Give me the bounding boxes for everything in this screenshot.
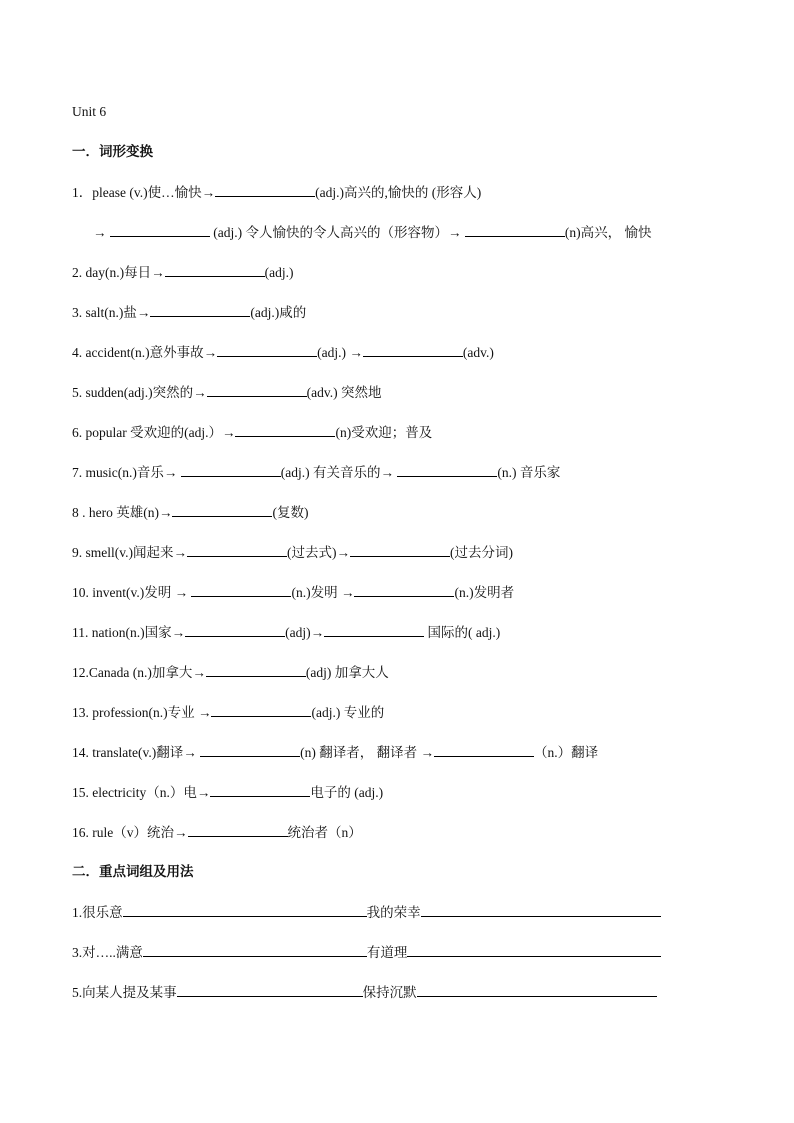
item-text: (n.)发明者 [454, 585, 515, 600]
item-text: (过去分词) [450, 545, 513, 560]
answer-blank[interactable] [354, 583, 454, 597]
section-title-word-forms: 一．词形变换 [72, 144, 153, 159]
answer-blank[interactable] [210, 783, 310, 797]
item-text: 10. invent(v.)发明 → [72, 585, 192, 600]
item-text: 国际的( adj.) [424, 625, 501, 640]
exercise-item-11 [72, 623, 500, 642]
answer-blank[interactable] [417, 983, 657, 997]
item-text: 15. electricity（n.）电→ [72, 785, 211, 800]
exercise-item-16 [72, 823, 362, 842]
answer-blank[interactable] [181, 463, 281, 477]
item-text: (adj.)咸的 [250, 305, 307, 320]
item-text: (adv.) [462, 345, 494, 360]
answer-blank[interactable] [123, 903, 367, 917]
item-text: 11. nation(n.)国家→ [72, 625, 186, 640]
exercise-item-13 [72, 703, 384, 722]
item-text: (adj.) [264, 265, 294, 280]
answer-blank[interactable] [143, 943, 367, 957]
exercise-item-14 [72, 743, 598, 762]
exercise-item-1 [72, 183, 481, 202]
answer-blank[interactable] [215, 183, 315, 197]
item-text: 5.向某人提及某事 [72, 985, 177, 1000]
item-text: 7. music(n.)音乐→ [72, 465, 181, 480]
item-text: (n.) 音乐家 [497, 465, 561, 480]
item-text: (n) 翻译者， 翻译者 → [300, 745, 434, 760]
item-text: （n.）翻译 [533, 745, 599, 760]
item-text: 1．please (v.)使…愉快→ [72, 185, 216, 200]
answer-blank[interactable] [110, 223, 210, 237]
answer-blank[interactable] [150, 303, 250, 317]
item-text: (adj)→ [285, 625, 325, 640]
item-text: 16. rule（v）统治→ [72, 825, 188, 840]
exercise-item-5 [72, 383, 381, 402]
answer-blank[interactable] [206, 663, 306, 677]
exercise-item-4 [72, 343, 494, 362]
item-text: 9. smell(v.)闻起来→ [72, 545, 187, 560]
item-text: (复数) [272, 505, 309, 520]
exercise-item-3 [72, 303, 306, 322]
answer-blank[interactable] [350, 543, 450, 557]
answer-blank[interactable] [191, 583, 291, 597]
exercise-item-2 [72, 263, 293, 282]
item-text: (adv.) 突然地 [306, 385, 382, 400]
item-text: 3. salt(n.)盐→ [72, 305, 151, 320]
section-title-phrases: 二．重点词组及用法 [72, 864, 194, 879]
item-text: (n)高兴， 愉快 [564, 225, 652, 240]
item-text: (adj.) 专业的 [311, 705, 385, 720]
item-text: (n.)发明 → [291, 585, 355, 600]
answer-blank[interactable] [217, 343, 317, 357]
item-text: 6. popular 受欢迎的(adj.）→ [72, 425, 236, 440]
exercise-item-6 [72, 423, 432, 442]
item-text: 我的荣幸 [366, 905, 421, 920]
answer-blank[interactable] [185, 623, 285, 637]
answer-blank[interactable] [324, 623, 424, 637]
answer-blank[interactable] [407, 943, 661, 957]
item-text: 统治者（n） [287, 825, 362, 840]
exercise-item-12 [72, 663, 389, 682]
item-text: (adj) 加拿大人 [305, 665, 389, 680]
item-text: 13. profession(n.)专业 → [72, 705, 212, 720]
item-text: (adj.) 有关音乐的→ [280, 465, 398, 480]
exercise-item-1-continued [93, 223, 651, 242]
item-text: 12.Canada (n.)加拿大→ [72, 665, 206, 680]
exercise-item-7 [72, 463, 560, 482]
item-text: (adj.)高兴的,愉快的 (形容人) [315, 185, 482, 200]
phrase-row-3 [72, 943, 661, 962]
answer-blank[interactable] [235, 423, 335, 437]
item-text: 保持沉默 [362, 985, 417, 1000]
answer-blank[interactable] [200, 743, 300, 757]
answer-blank[interactable] [172, 503, 272, 517]
item-text: 5. sudden(adj.)突然的→ [72, 385, 207, 400]
item-text: (n)受欢迎；普及 [335, 425, 433, 440]
item-text: (adj.) → [317, 345, 363, 360]
unit-title: Unit 6 [72, 104, 107, 119]
item-text: → [93, 225, 107, 240]
item-text: 14. translate(v.)翻译→ [72, 745, 201, 760]
answer-blank[interactable] [187, 543, 287, 557]
exercise-item-8 [72, 503, 308, 522]
answer-blank[interactable] [434, 743, 534, 757]
item-text: 4. accident(n.)意外事故→ [72, 345, 218, 360]
exercise-item-10 [72, 583, 514, 602]
item-text: 有道理 [366, 945, 408, 960]
item-text: 8 . hero 英雄(n)→ [72, 505, 173, 520]
answer-blank[interactable] [397, 463, 497, 477]
item-text: 电子的 (adj.) [310, 785, 384, 800]
answer-blank[interactable] [465, 223, 565, 237]
exercise-item-9 [72, 543, 513, 562]
exercise-item-15 [72, 783, 383, 802]
answer-blank[interactable] [421, 903, 661, 917]
answer-blank[interactable] [177, 983, 363, 997]
answer-blank[interactable] [363, 343, 463, 357]
phrase-row-1 [72, 903, 661, 922]
phrase-row-5 [72, 983, 657, 1002]
item-text: (过去式)→ [287, 545, 350, 560]
item-text: (adj.) 令人愉快的令人高兴的（形容物）→ [209, 225, 462, 240]
item-text: 2. day(n.)每日→ [72, 265, 165, 280]
answer-blank[interactable] [165, 263, 265, 277]
item-text: 3.对…..满意 [72, 945, 143, 960]
answer-blank[interactable] [211, 703, 311, 717]
answer-blank[interactable] [188, 823, 288, 837]
answer-blank[interactable] [207, 383, 307, 397]
item-text: 1.很乐意 [72, 905, 123, 920]
